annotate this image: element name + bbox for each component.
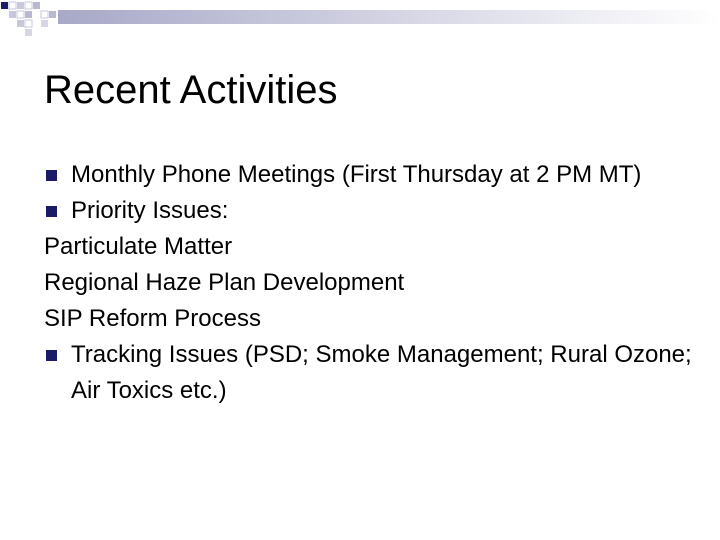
slide-title: Recent Activities [44, 68, 338, 112]
square-bullet-icon [46, 206, 57, 217]
list-item [44, 337, 704, 409]
list-item [44, 301, 704, 337]
list-item [44, 265, 704, 301]
list-item [44, 229, 704, 265]
square-bullet-icon [46, 170, 57, 181]
list-item-text: Particulate Matter [44, 233, 233, 260]
slide-body [44, 157, 704, 409]
list-item-text: SIP Reform Process [44, 305, 261, 332]
list-item-text: Monthly Phone Meetings (First Thursday at 2 PM MT) [71, 161, 642, 188]
list-item-text: Priority Issues: [71, 197, 229, 224]
square-bullet-icon [46, 350, 57, 361]
list-item [44, 193, 704, 229]
list-item-text: Tracking Issues (PSD; Smoke Management; Rural Ozone; Air Toxics etc.) [71, 341, 692, 404]
list-item [44, 157, 704, 193]
checker-banner-icon [0, 0, 720, 40]
list-item-text: Regional Haze Plan Development [44, 269, 405, 296]
